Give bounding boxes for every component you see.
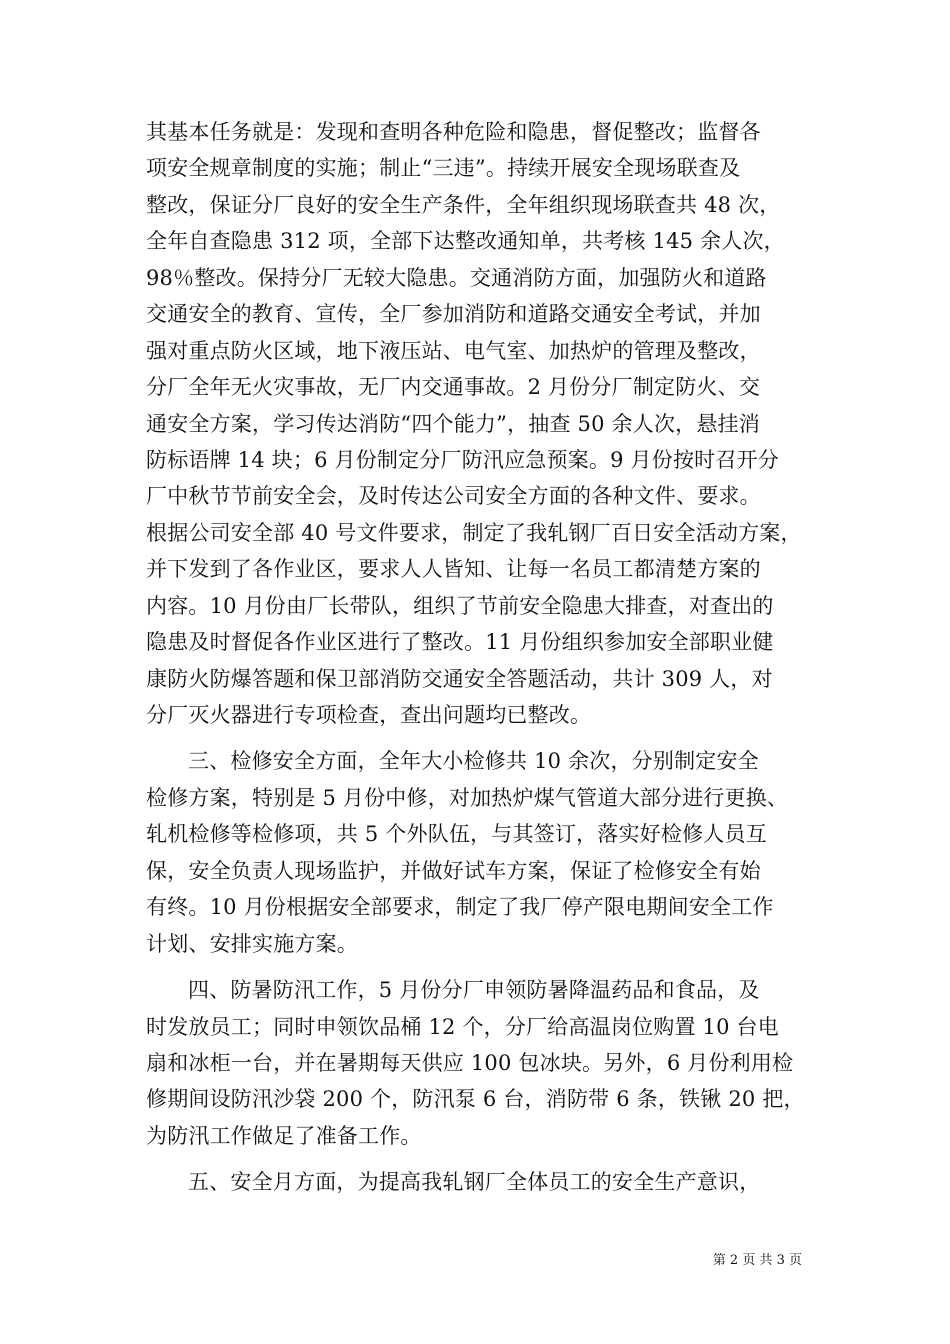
paragraph-gap: [146, 1154, 816, 1164]
text-line: 分厂全年无火灾事故，无厂内交通事故。2 月份分厂制定防火、交: [146, 375, 761, 400]
text-line: 扇和冰柜一台，并在暑期每天供应 100 包冰块。另外，6 月份利用检: [146, 1050, 794, 1075]
text-line: 项安全规章制度的实施；制止“三违”。持续开展安全现场联查及: [146, 156, 741, 181]
text-line: 轧机检修等检修项，共 5 个外队伍，与其签订，落实好检修人员互: [146, 822, 767, 847]
text-line: 四、防暑防汛工作，5 月份分厂申领防暑降温药品和食品，及: [188, 978, 760, 1003]
text-line: 整改，保证分厂良好的安全生产条件，全年组织现场联查共 48 次，: [146, 192, 781, 217]
text-line: 强对重点防火区域，地下液压站、电气室、加热炉的管理及整改，: [146, 338, 761, 363]
text-line: 康防火防爆答题和保卫部消防交通安全答题活动，共计 309 人，对: [146, 666, 773, 691]
text-line: 98％整改。保持分厂无较大隐患。交通消防方面，加强防火和道路: [146, 265, 767, 290]
text-line: 隐患及时督促各作业区进行了整改。11 月份组织参加安全部职业健: [146, 630, 774, 655]
text-line: 时发放员工；同时申领饮品桶 12 个，分厂给高温岗位购置 10 台电: [146, 1014, 779, 1039]
text-line: 其基本任务就是：发现和查明各种危险和隐患，督促整改；监督各: [146, 120, 761, 144]
text-line: 通安全方案，学习传达消防“四个能力”，抽查 50 余人次，悬挂消: [146, 411, 760, 436]
text-line: 计划、安排实施方案。: [146, 931, 358, 956]
text-line: 全年自查隐患 312 项，全部下达整改通知单，共考核 145 余人次，: [146, 229, 785, 254]
text-line: 分厂灭火器进行专项检查，查出问题均已整改。: [146, 703, 592, 727]
text-line: 三、检修安全方面，全年大小检修共 10 余次，分别制定安全: [188, 749, 759, 774]
text-line: 检修方案，特别是 5 月份中修，对加热炉煤气管道大部分进行更换、: [146, 785, 789, 810]
text-line: 保，安全负责人现场监护，并做好试车方案，保证了检修安全有始: [146, 858, 761, 883]
text-line: 交通安全的教育、宣传，全厂参加消防和道路交通安全考试，并加: [146, 302, 761, 327]
text-line: 厂中秋节节前安全会，及时传达公司安全方面的各种文件、要求。: [146, 484, 761, 509]
text-line: 根据公司安全部 40 号文件要求，制定了我轧钢厂百日安全活动方案，: [146, 520, 802, 545]
text-line: 并下发到了各作业区，要求人人皆知、让每一名员工都清楚方案的: [146, 557, 761, 582]
text-line: 内容。10 月份由厂长带队，组织了节前安全隐患大排查，对查出的: [146, 593, 774, 618]
page-number: 第 2 页 共 3 页: [712, 1253, 802, 1268]
paragraph-gap: [146, 962, 816, 972]
paragraph-gap: [146, 733, 816, 743]
text-line: 修期间设防汛沙袋 200 个，防汛泵 6 台，消防带 6 条，铁锹 20 把，: [146, 1087, 805, 1112]
text-line: 有终。10 月份根据安全部要求，制定了我厂停产限电期间安全工作: [146, 895, 774, 920]
document-body: [146, 114, 816, 1201]
text-line: 五、安全月方面，为提高我轧钢厂全体员工的安全生产意识，: [188, 1170, 761, 1195]
text-line: 为防汛工作做足了准备工作。: [146, 1123, 422, 1148]
text-line: 防标语牌 14 块；6 月份制定分厂防汛应急预案。9 月份按时召开分: [146, 447, 779, 472]
